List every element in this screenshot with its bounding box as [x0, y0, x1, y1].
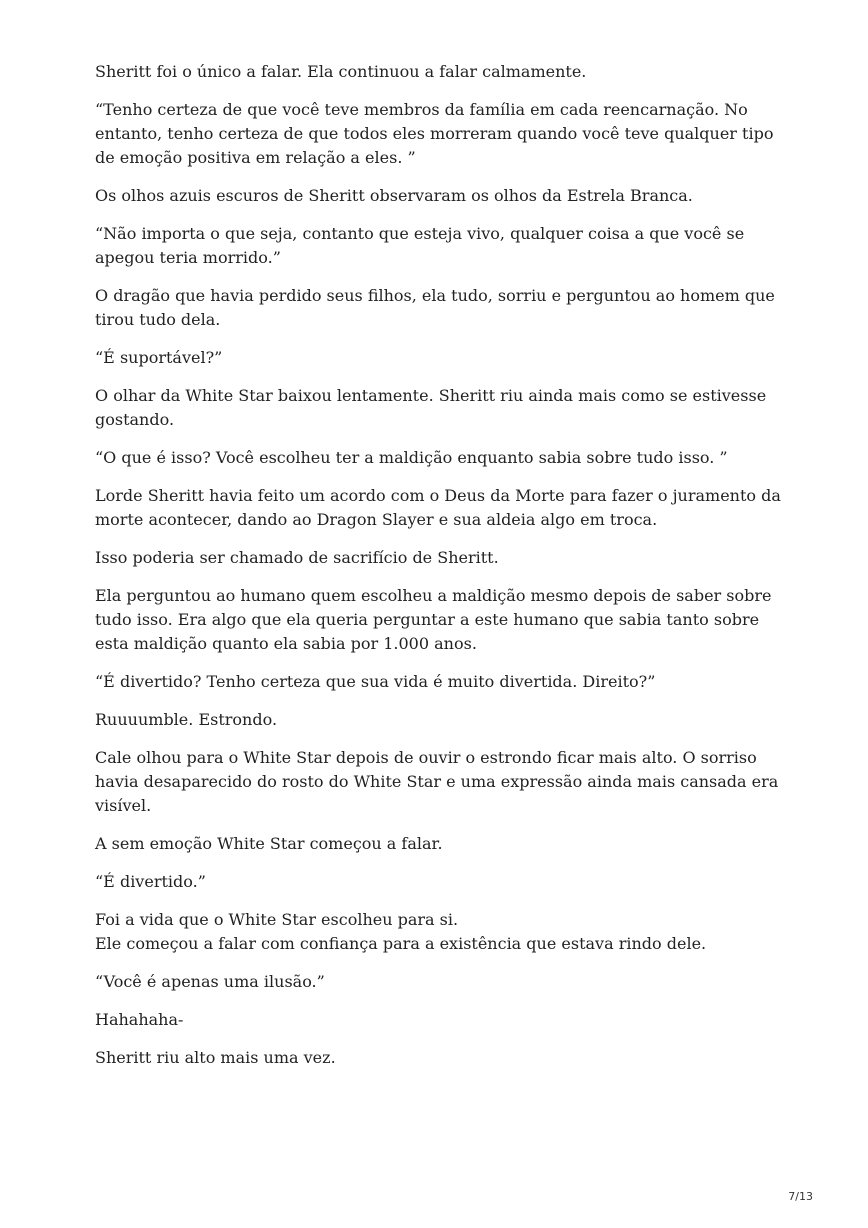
paragraph: Sheritt riu alto mais uma vez. — [95, 1048, 336, 1067]
paragraph: Lorde Sheritt havia feito um acordo com o Deus da Morte para fazer o juramento da morte acontecer, dando ao Dragon Slayer e sua aldeia algo em troca. — [95, 486, 781, 529]
paragraph: “É divertido? Tenho certeza que sua vida é muito divertida. Direito?” — [95, 672, 656, 691]
paragraph: “O que é isso? Você escolheu ter a maldição enquanto sabia sobre tudo isso. ” — [95, 448, 728, 467]
paragraph: Hahahaha- — [95, 1010, 184, 1029]
document-body — [95, 60, 795, 1084]
paragraph: O dragão que havia perdido seus filhos, ela tudo, sorriu e perguntou ao homem que tirou tudo dela. — [95, 286, 775, 329]
paragraph: Ela perguntou ao humano quem escolheu a maldição mesmo depois de saber sobre tudo isso. Era algo que ela queria perguntar a este humano que sabia tanto sobre esta maldição quanto ela sabia por 1.000 anos. — [95, 586, 772, 653]
paragraph: “É divertido.” — [95, 872, 206, 891]
paragraph: Foi a vida que o White Star escolheu para si. Ele começou a falar com confiança para a existência que estava rindo dele. — [95, 910, 707, 953]
paragraph: “Não importa o que seja, contanto que esteja vivo, qualquer coisa a que você se apegou teria morrido.” — [95, 224, 745, 267]
paragraph: “Você é apenas uma ilusão.” — [95, 972, 325, 991]
paragraph: Isso poderia ser chamado de sacrifício de Sheritt. — [95, 548, 499, 567]
paragraph: Sheritt foi o único a falar. Ela continuou a falar calmamente. — [95, 62, 587, 81]
paragraph: “É suportável?” — [95, 348, 223, 367]
paragraph: A sem emoção White Star começou a falar. — [95, 834, 443, 853]
paragraph: O olhar da White Star baixou lentamente. Sheritt riu ainda mais como se estivesse gostando. — [95, 386, 767, 429]
page-number: 7/13 — [788, 1190, 813, 1203]
paragraph: Os olhos azuis escuros de Sheritt observaram os olhos da Estrela Branca. — [95, 186, 693, 205]
paragraph: Ruuuumble. Estrondo. — [95, 710, 278, 729]
paragraph: Cale olhou para o White Star depois de ouvir o estrondo ficar mais alto. O sorriso havia desaparecido do rosto do White Star e uma expressão ainda mais cansada era visível. — [95, 748, 779, 815]
paragraph: “Tenho certeza de que você teve membros da família em cada reencarnação. No entanto, tenho certeza de que todos eles morreram quando você teve qualquer tipo de emoção positiva em relação a eles. ” — [95, 100, 774, 167]
